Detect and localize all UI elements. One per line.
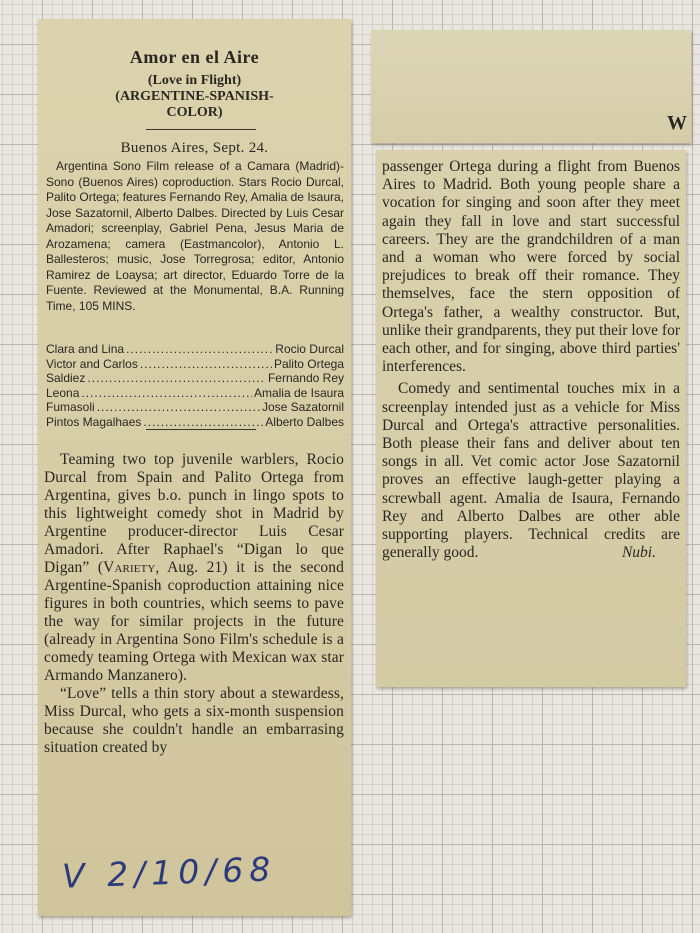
cast-row: [46, 371, 344, 386]
cast-role: Saldiez: [46, 371, 86, 385]
fragment-letter: W: [667, 112, 687, 134]
cast-row: [46, 386, 344, 401]
cast-leader-dots: [81, 386, 252, 401]
publication-name: Variety: [103, 559, 156, 576]
cast-leader-dots: [143, 415, 263, 430]
cast-list: [46, 342, 344, 429]
byline: Nubi.: [621, 544, 656, 562]
genre-line-2: COLOR): [166, 105, 223, 120]
cast-row: [46, 357, 344, 372]
right-clipping: [376, 150, 686, 687]
review-body-left: [44, 451, 344, 757]
cast-actor: Jose Sazatornil: [261, 400, 344, 414]
cast-actor: Rocio Durcal: [275, 342, 344, 356]
header-rule: [146, 129, 256, 130]
cast-leader-dots: [87, 371, 266, 386]
cast-rule: [146, 429, 256, 430]
cast-leader-dots: [140, 357, 272, 372]
cast-row: [46, 415, 344, 430]
cast-leader-dots: [97, 400, 260, 415]
paragraph-2-continued: passenger Ortega during a flight from Buenos Aires to Madrid. Both young people share a vocation for singing and soon after they meet again they fall in love and start successful careers. They are the grandchildren of a man and a woman who were forced by social prejudices to break off their romance. They themselves, face the stern opposition of Ortega's father, a wealthy constructor. But, unlike their grandparents, they put their love for each other, and for singing, above third parties' interferences.: [382, 158, 680, 376]
cast-role: Leona: [46, 385, 80, 400]
cast-actor: Alberto Dalbes: [265, 414, 344, 429]
paragraph-3: Comedy and sentimental touches mix in a screenplay intended just as a vehicle for Miss Durcal and Ortega's attractive personalities. Both please their fans and deliver about ten songs in all. Vet comic actor Jose Sazatornil proves an effective laugh-getter playing a screwball agent. Amalia de Isaura, Fernando Rey and Alberto Dalbes are other able supporting players. Technical credits are generally good. Nubi.: [382, 380, 680, 562]
cast-actor: Palito Ortega: [273, 356, 344, 371]
handwritten-date: V 2/10/68: [61, 849, 277, 896]
cast-leader-dots: [126, 342, 273, 357]
cast-row: [46, 342, 344, 357]
genre-line-1: (ARGENTINE-SPANISH-: [115, 89, 274, 104]
cast-row: [46, 400, 344, 415]
review-title: Amor en el Aire: [129, 47, 260, 67]
top-right-clipping-fragment: [371, 30, 691, 143]
cast-role: Victor and Carlos: [46, 356, 138, 371]
credits-block: Argentina Sono Film release of a Camara (Madrid)-Sono (Buenos Aires) coproduction. Stars Rocio Durcal, Palito Ortega; features Fernando Rey, Amalia de Isaura, Jose Sazatornil, Alberto Dalbes. Directed by Luis Cesar Amadori; screenplay, Gabriel Pena, Jesus Maria de Arozamena; camera (Eastmancolor), Antonio L. Ballesteros; music, Jose Torregrosa; editor, Antonio Ramirez de Loaysa; art director, Eduardo Torre de la Fuente. Reviewed at the Monumental, B.A. Running Time, 105 MINS.: [46, 159, 344, 313]
review-subtitle: (Love in Flight): [147, 73, 242, 88]
paragraph-1: Teaming two top juvenile warblers, Rocio Durcal from Spain and Palito Ortega from Argentina, gives b.o. punch in lingo spots to this lightweight comedy shot in Madrid by Argentine producer-director Luis Cesar Amadori. After Raphael's “Digan lo que Digan” (Variety, Aug. 21) it is the second Argentine-Spanish coproduction attaining nice figures in both countries, which seems to pave the way for similar projects in the future (already in Argentina Sono Film's schedule is a comedy teaming Ortega with Mexican wax star Armando Manzanero).: [44, 451, 344, 684]
left-clipping: [38, 19, 351, 916]
cast-role: Pintos Magalhaes: [46, 414, 142, 429]
cast-role: Fumasoli: [46, 400, 95, 414]
cast-actor: Amalia de Isaura: [253, 385, 344, 400]
review-body-right: [382, 158, 680, 562]
dateline: Buenos Aires, Sept. 24.: [120, 140, 269, 156]
cast-role: Clara and Lina: [46, 342, 125, 356]
cast-actor: Fernando Rey: [267, 371, 344, 385]
paragraph-2-start: “Love” tells a thin story about a stewardess, Miss Durcal, who gets a six-month suspension because she couldn't handle an embarrasing situation created by: [44, 685, 344, 756]
